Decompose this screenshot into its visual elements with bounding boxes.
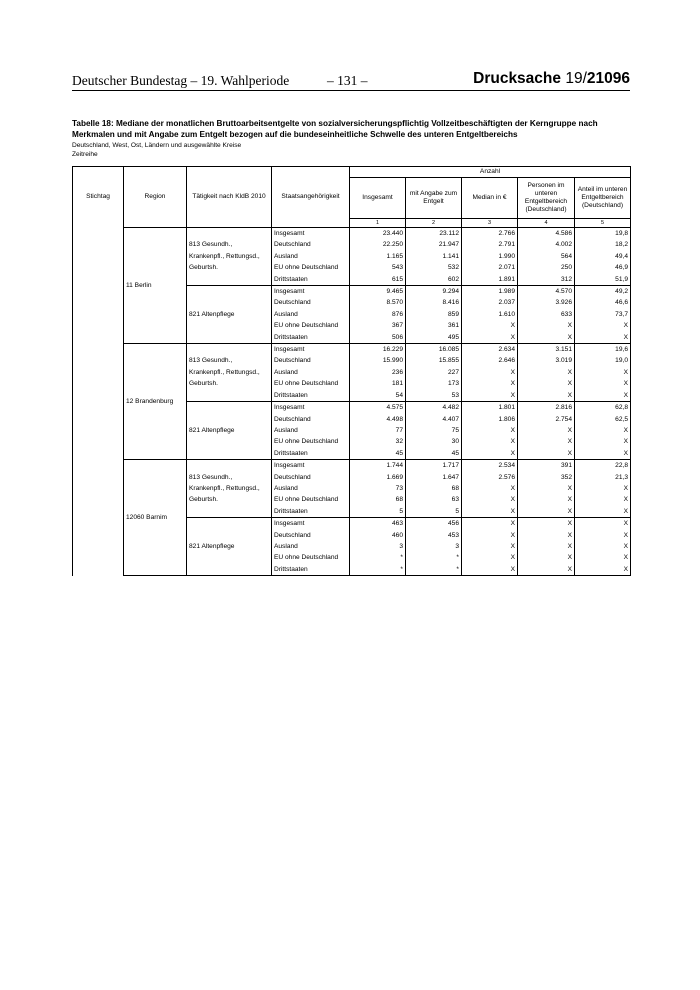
insgesamt-cell: 5 xyxy=(350,506,406,518)
staat-cell: EU ohne Deutschland xyxy=(272,552,350,563)
personen-cell: X xyxy=(518,506,575,518)
median-cell: X xyxy=(462,390,518,402)
anteil-cell: X xyxy=(575,425,631,436)
header-taetigkeit: Tätigkeit nach KldB 2010 xyxy=(187,167,272,228)
personen-cell: 564 xyxy=(518,251,575,262)
median-cell: X xyxy=(462,378,518,389)
personen-cell: X xyxy=(518,541,575,552)
insgesamt-cell: 22.250 xyxy=(350,239,406,250)
mit-angabe-cell: 4.482 xyxy=(406,402,462,414)
region-cell: 12060 Barnim xyxy=(124,460,187,576)
staat-cell: Drittstaaten xyxy=(272,390,350,402)
anteil-cell: 51,9 xyxy=(575,274,631,286)
personen-cell: X xyxy=(518,367,575,378)
insgesamt-cell: 23.440 xyxy=(350,228,406,240)
insgesamt-cell: 615 xyxy=(350,274,406,286)
anteil-cell: X xyxy=(575,483,631,494)
mit-angabe-cell: * xyxy=(406,552,462,563)
personen-cell: X xyxy=(518,320,575,331)
anteil-cell: X xyxy=(575,494,631,505)
staat-cell: Insgesamt xyxy=(272,518,350,530)
personen-cell: 391 xyxy=(518,460,575,472)
median-cell: 1.990 xyxy=(462,251,518,262)
median-cell: X xyxy=(462,552,518,563)
table-subtitle-timeseries: Zeitreihe xyxy=(72,151,98,158)
staat-cell: EU ohne Deutschland xyxy=(272,494,350,505)
staat-cell: Drittstaaten xyxy=(272,332,350,344)
header-anteil: Anteil im unteren Entgeltbereich (Deutschland) xyxy=(575,178,631,219)
insgesamt-cell: 1.165 xyxy=(350,251,406,262)
staat-cell: Deutschland xyxy=(272,355,350,366)
personen-cell: X xyxy=(518,530,575,541)
staat-cell: Deutschland xyxy=(272,530,350,541)
anteil-cell: X xyxy=(575,564,631,576)
personen-cell: 2.754 xyxy=(518,414,575,425)
table-subtitle: Deutschland, West, Ost, Ländern und ausgewählte Kreise xyxy=(72,142,242,149)
median-cell: 2.534 xyxy=(462,460,518,472)
insgesamt-cell: 460 xyxy=(350,530,406,541)
median-cell: X xyxy=(462,448,518,460)
personen-cell: X xyxy=(518,390,575,402)
insgesamt-cell: 32 xyxy=(350,436,406,447)
mit-angabe-cell: 3 xyxy=(406,541,462,552)
personen-cell: X xyxy=(518,425,575,436)
staat-cell: Insgesamt xyxy=(272,228,350,240)
header-doc-prefix: Drucksache xyxy=(473,70,562,87)
anteil-cell: 21,3 xyxy=(575,472,631,483)
header-mit-angabe: mit Angabe zum Entgelt xyxy=(406,178,462,219)
personen-cell: X xyxy=(518,448,575,460)
personen-cell: 312 xyxy=(518,274,575,286)
insgesamt-cell: 506 xyxy=(350,332,406,344)
header-personen: Personen im unteren Entgeltbereich (Deutschland) xyxy=(518,178,575,219)
median-cell: X xyxy=(462,506,518,518)
personen-cell: 3.151 xyxy=(518,344,575,356)
header-doc-number-light: 19/ xyxy=(565,70,587,87)
staat-cell: Deutschland xyxy=(272,297,350,308)
mit-angabe-cell: 5 xyxy=(406,506,462,518)
region-cell: 12 Brandenburg xyxy=(124,344,187,460)
anteil-cell: 19,0 xyxy=(575,355,631,366)
mit-angabe-cell: 8.416 xyxy=(406,297,462,308)
mit-angabe-cell: 30 xyxy=(406,436,462,447)
table-row xyxy=(73,344,631,356)
staat-cell: EU ohne Deutschland xyxy=(272,378,350,389)
mit-angabe-cell: 1.647 xyxy=(406,472,462,483)
anteil-cell: 18,2 xyxy=(575,239,631,250)
insgesamt-cell: 236 xyxy=(350,367,406,378)
personen-cell: 633 xyxy=(518,309,575,320)
mit-angabe-cell: 53 xyxy=(406,390,462,402)
header-anzahl: Anzahl xyxy=(350,167,631,178)
staat-cell: EU ohne Deutschland xyxy=(272,320,350,331)
anteil-cell: X xyxy=(575,518,631,530)
staat-cell: Drittstaaten xyxy=(272,506,350,518)
header-stichtag: Stichtag xyxy=(73,167,124,228)
anteil-cell: 49,2 xyxy=(575,286,631,298)
staat-cell: Ausland xyxy=(272,425,350,436)
mit-angabe-cell: 45 xyxy=(406,448,462,460)
mit-angabe-cell: 456 xyxy=(406,518,462,530)
anteil-cell: X xyxy=(575,320,631,331)
median-cell: 1.801 xyxy=(462,402,518,414)
anteil-cell: X xyxy=(575,506,631,518)
taetigkeit-cell: 813 Gesundh., Krankenpfl., Rettungsd., Geburtsh. xyxy=(187,228,272,286)
staat-cell: EU ohne Deutschland xyxy=(272,436,350,447)
median-cell: X xyxy=(462,518,518,530)
staat-cell: Deutschland xyxy=(272,239,350,250)
anteil-cell: X xyxy=(575,367,631,378)
insgesamt-cell: * xyxy=(350,552,406,563)
personen-cell: 352 xyxy=(518,472,575,483)
mit-angabe-cell: 63 xyxy=(406,494,462,505)
insgesamt-cell: 543 xyxy=(350,262,406,273)
insgesamt-cell: 54 xyxy=(350,390,406,402)
insgesamt-cell: 1.669 xyxy=(350,472,406,483)
median-cell: X xyxy=(462,541,518,552)
mit-angabe-cell: 15.855 xyxy=(406,355,462,366)
mit-angabe-cell: 9.294 xyxy=(406,286,462,298)
personen-cell: 3.019 xyxy=(518,355,575,366)
staat-cell: Ausland xyxy=(272,367,350,378)
header-index-4: 4 xyxy=(518,219,575,228)
stichtag-cell xyxy=(73,228,124,576)
personen-cell: X xyxy=(518,552,575,563)
taetigkeit-cell: 821 Altenpflege xyxy=(187,518,272,576)
insgesamt-cell: 4.575 xyxy=(350,402,406,414)
anteil-cell: X xyxy=(575,448,631,460)
personen-cell: X xyxy=(518,436,575,447)
median-cell: 2.037 xyxy=(462,297,518,308)
mit-angabe-cell: 4.407 xyxy=(406,414,462,425)
anteil-cell: X xyxy=(575,378,631,389)
insgesamt-cell: 9.465 xyxy=(350,286,406,298)
table-row xyxy=(73,460,631,472)
staat-cell: Deutschland xyxy=(272,414,350,425)
header-median: Median in € xyxy=(462,178,518,219)
median-cell: 2.791 xyxy=(462,239,518,250)
anteil-cell: X xyxy=(575,552,631,563)
insgesamt-cell: 8.570 xyxy=(350,297,406,308)
anteil-cell: X xyxy=(575,436,631,447)
insgesamt-cell: 3 xyxy=(350,541,406,552)
header-rule xyxy=(72,90,630,91)
median-cell: 1.989 xyxy=(462,286,518,298)
anteil-cell: 46,9 xyxy=(575,262,631,273)
mit-angabe-cell: 602 xyxy=(406,274,462,286)
header-index-3: 3 xyxy=(462,219,518,228)
table-row xyxy=(73,228,631,240)
anteil-cell: 19,6 xyxy=(575,344,631,356)
staat-cell: Ausland xyxy=(272,309,350,320)
personen-cell: 3.926 xyxy=(518,297,575,308)
personen-cell: X xyxy=(518,378,575,389)
mit-angabe-cell: 21.947 xyxy=(406,239,462,250)
anteil-cell: 49,4 xyxy=(575,251,631,262)
insgesamt-cell: 367 xyxy=(350,320,406,331)
personen-cell: 2.816 xyxy=(518,402,575,414)
median-cell: 2.646 xyxy=(462,355,518,366)
header-region: Region xyxy=(124,167,187,228)
insgesamt-cell: 73 xyxy=(350,483,406,494)
header-index-2: 2 xyxy=(406,219,462,228)
mit-angabe-cell: 173 xyxy=(406,378,462,389)
region-cell: 11 Berlin xyxy=(124,228,187,344)
insgesamt-cell: 68 xyxy=(350,494,406,505)
personen-cell: 4.570 xyxy=(518,286,575,298)
page-header xyxy=(72,70,630,90)
staat-cell: Drittstaaten xyxy=(272,448,350,460)
taetigkeit-cell: 813 Gesundh., Krankenpfl., Rettungsd., Geburtsh. xyxy=(187,460,272,518)
mit-angabe-cell: 23.112 xyxy=(406,228,462,240)
median-cell: 2.576 xyxy=(462,472,518,483)
mit-angabe-cell: 68 xyxy=(406,483,462,494)
insgesamt-cell: 16.229 xyxy=(350,344,406,356)
insgesamt-cell: 77 xyxy=(350,425,406,436)
taetigkeit-cell: 821 Altenpflege xyxy=(187,286,272,344)
insgesamt-cell: 181 xyxy=(350,378,406,389)
personen-cell: X xyxy=(518,483,575,494)
table-body xyxy=(73,228,631,576)
median-cell: 1.806 xyxy=(462,414,518,425)
median-cell: X xyxy=(462,367,518,378)
header-index-5: 5 xyxy=(575,219,631,228)
median-cell: X xyxy=(462,332,518,344)
mit-angabe-cell: 1.141 xyxy=(406,251,462,262)
insgesamt-cell: 15.990 xyxy=(350,355,406,366)
header-page-number: – 131 – xyxy=(327,73,368,88)
median-cell: 1.891 xyxy=(462,274,518,286)
staat-cell: Ausland xyxy=(272,541,350,552)
personen-cell: 4.586 xyxy=(518,228,575,240)
anteil-cell: X xyxy=(575,332,631,344)
mit-angabe-cell: 859 xyxy=(406,309,462,320)
taetigkeit-cell: 813 Gesundh., Krankenpfl., Rettungsd., Geburtsh. xyxy=(187,344,272,402)
mit-angabe-cell: 227 xyxy=(406,367,462,378)
insgesamt-cell: 1.744 xyxy=(350,460,406,472)
insgesamt-cell: 876 xyxy=(350,309,406,320)
median-cell: X xyxy=(462,494,518,505)
anteil-cell: 46,6 xyxy=(575,297,631,308)
anteil-cell: 62,5 xyxy=(575,414,631,425)
header-index-1: 1 xyxy=(350,219,406,228)
median-cell: X xyxy=(462,320,518,331)
personen-cell: 4.002 xyxy=(518,239,575,250)
insgesamt-cell: * xyxy=(350,564,406,576)
median-cell: X xyxy=(462,530,518,541)
median-cell: X xyxy=(462,483,518,494)
insgesamt-cell: 45 xyxy=(350,448,406,460)
anteil-cell: X xyxy=(575,530,631,541)
median-cell: 2.634 xyxy=(462,344,518,356)
mit-angabe-cell: 495 xyxy=(406,332,462,344)
staat-cell: Deutschland xyxy=(272,472,350,483)
data-table xyxy=(72,166,631,576)
median-cell: 1.610 xyxy=(462,309,518,320)
median-cell: 2.766 xyxy=(462,228,518,240)
personen-cell: X xyxy=(518,518,575,530)
median-cell: X xyxy=(462,436,518,447)
personen-cell: X xyxy=(518,332,575,344)
anteil-cell: 62,8 xyxy=(575,402,631,414)
staat-cell: Insgesamt xyxy=(272,460,350,472)
staat-cell: Ausland xyxy=(272,251,350,262)
mit-angabe-cell: 75 xyxy=(406,425,462,436)
header-document-number xyxy=(473,70,630,88)
personen-cell: 250 xyxy=(518,262,575,273)
median-cell: X xyxy=(462,564,518,576)
header-publication: Deutscher Bundestag – 19. Wahlperiode xyxy=(72,73,290,88)
median-cell: X xyxy=(462,425,518,436)
mit-angabe-cell: 532 xyxy=(406,262,462,273)
staat-cell: Ausland xyxy=(272,483,350,494)
staat-cell: Insgesamt xyxy=(272,402,350,414)
staat-cell: Insgesamt xyxy=(272,344,350,356)
anteil-cell: X xyxy=(575,390,631,402)
mit-angabe-cell: 361 xyxy=(406,320,462,331)
staat-cell: Drittstaaten xyxy=(272,274,350,286)
anteil-cell: 22,8 xyxy=(575,460,631,472)
mit-angabe-cell: 453 xyxy=(406,530,462,541)
insgesamt-cell: 4.498 xyxy=(350,414,406,425)
table-title: Tabelle 18: Mediane der monatlichen Bruttoarbeitsentgelte von sozialversicherungspflichtig Vollzeitbeschäftigten der Kerngruppe nach Merkmalen und mit Angabe zum Entgelt bezogen auf die bundeseinheitliche Schwelle des unteren Entgeltbereichs xyxy=(72,119,598,139)
header-staat: Staatsangehörigkeit xyxy=(272,167,350,228)
staat-cell: Drittstaaten xyxy=(272,564,350,576)
mit-angabe-cell: 1.717 xyxy=(406,460,462,472)
mit-angabe-cell: * xyxy=(406,564,462,576)
header-insgesamt: Insgesamt xyxy=(350,178,406,219)
mit-angabe-cell: 16.085 xyxy=(406,344,462,356)
anteil-cell: 73,7 xyxy=(575,309,631,320)
personen-cell: X xyxy=(518,564,575,576)
anteil-cell: X xyxy=(575,541,631,552)
taetigkeit-cell: 821 Altenpflege xyxy=(187,402,272,460)
staat-cell: EU ohne Deutschland xyxy=(272,262,350,273)
personen-cell: X xyxy=(518,494,575,505)
anteil-cell: 19,8 xyxy=(575,228,631,240)
staat-cell: Insgesamt xyxy=(272,286,350,298)
median-cell: 2.071 xyxy=(462,262,518,273)
header-doc-number-bold: 21096 xyxy=(586,70,630,87)
insgesamt-cell: 463 xyxy=(350,518,406,530)
